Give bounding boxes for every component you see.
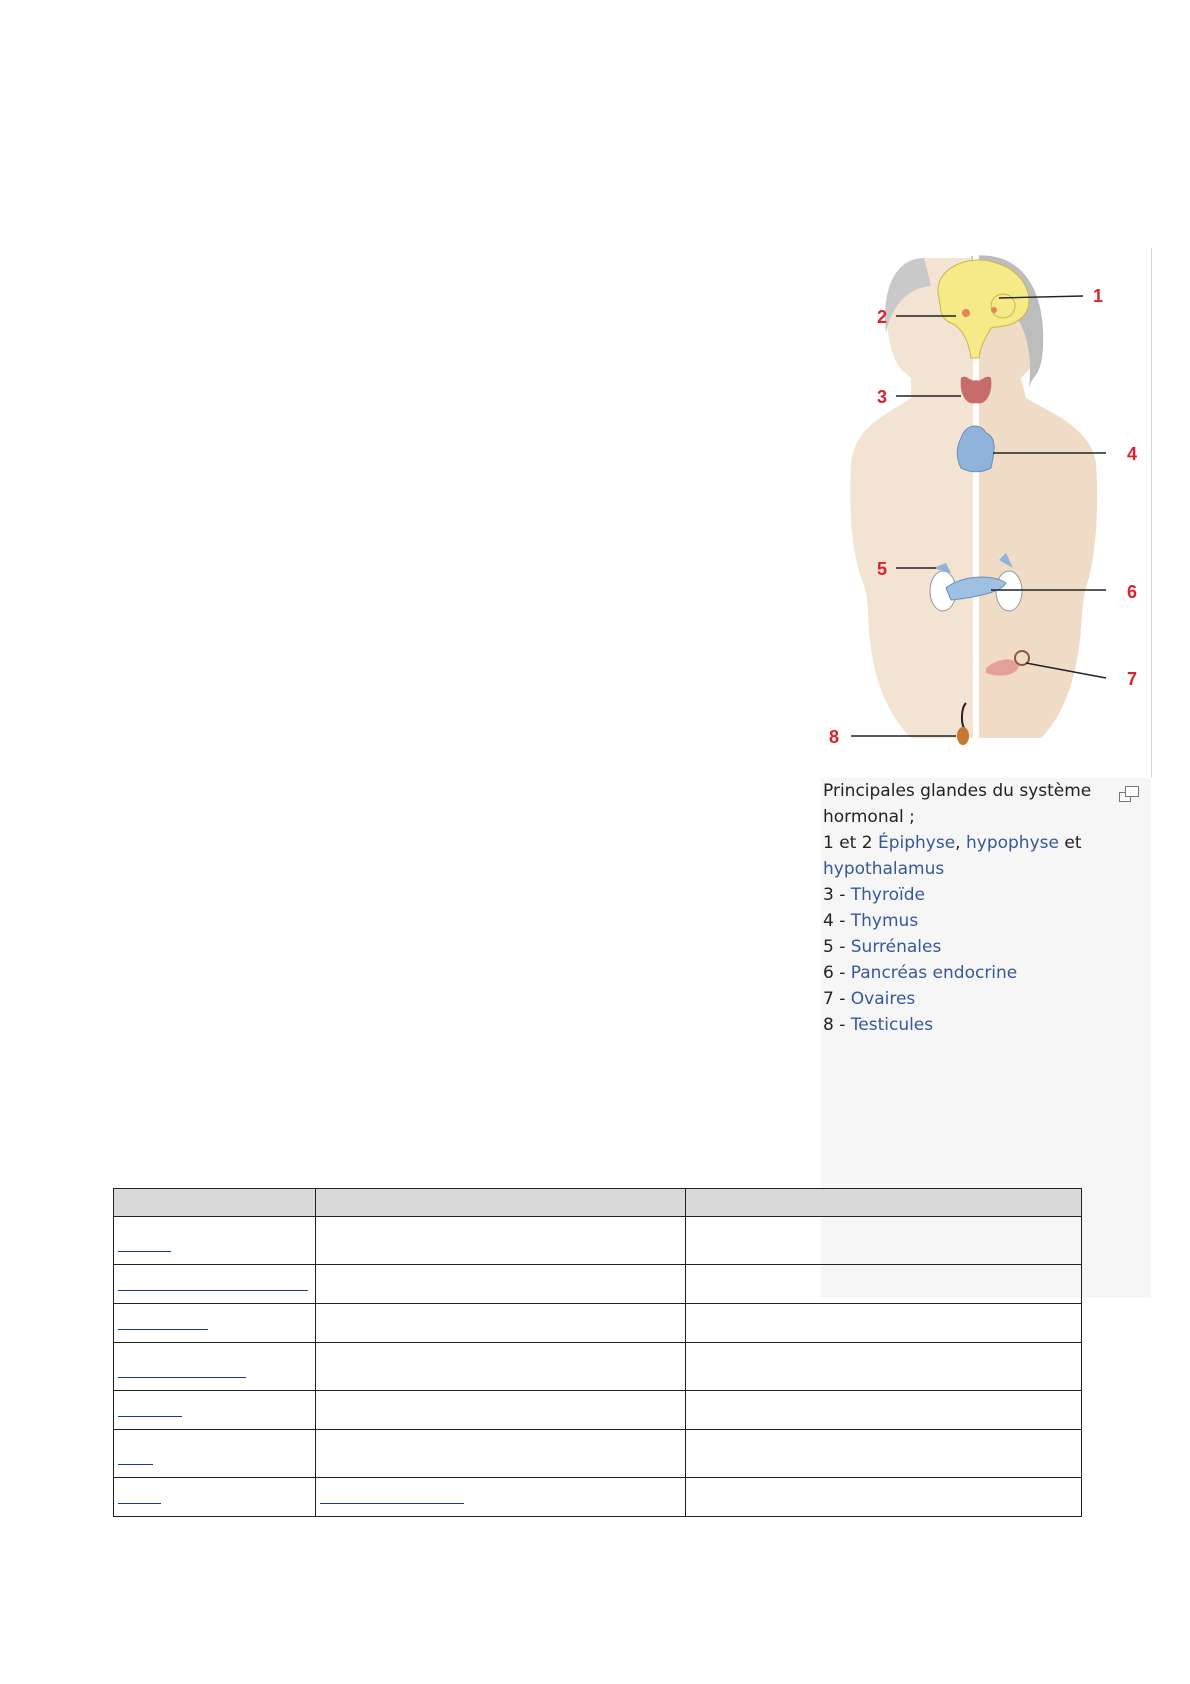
link-surrenales[interactable]: Surrénales xyxy=(850,937,942,957)
table-cell xyxy=(686,1217,1082,1265)
table-header-cell xyxy=(686,1189,1082,1217)
link-thyroide[interactable]: Thyroïde xyxy=(850,885,925,905)
caption-item xyxy=(823,908,1147,934)
link-ovaires[interactable]: Ovaires xyxy=(850,989,916,1009)
endocrine-figure xyxy=(821,248,1151,1048)
right-kidney-shape xyxy=(996,571,1022,611)
glands-table xyxy=(113,1188,1082,1517)
caption-prefix: 1 et 2 xyxy=(823,833,878,853)
table-cell xyxy=(114,1391,316,1430)
caption-item xyxy=(823,960,1147,986)
table-cell xyxy=(316,1304,686,1343)
table-row xyxy=(114,1304,1082,1343)
human-body-diagram xyxy=(821,248,1151,778)
link-pancreas-endocrine[interactable]: Pancréas endocrine xyxy=(850,963,1018,983)
table-cell xyxy=(114,1265,316,1304)
table-header-cell xyxy=(316,1189,686,1217)
table-cell xyxy=(316,1343,686,1391)
marker-5: 5 xyxy=(877,559,888,579)
table-cell xyxy=(686,1265,1082,1304)
table-cell xyxy=(114,1430,316,1478)
caption-item-prefix: 7 - xyxy=(823,989,851,1009)
caption-line-hypothalamus xyxy=(823,856,1147,882)
table-link[interactable] xyxy=(118,1369,246,1378)
table-cell xyxy=(686,1391,1082,1430)
table-header-row xyxy=(114,1189,1082,1217)
link-hypophyse[interactable]: hypophyse xyxy=(965,833,1059,853)
caption-item-prefix: 3 - xyxy=(823,885,851,905)
table-link[interactable] xyxy=(320,1495,464,1504)
marker-7: 7 xyxy=(1127,669,1138,689)
caption-item-prefix: 6 - xyxy=(823,963,851,983)
table-link[interactable] xyxy=(118,1408,182,1417)
caption-item xyxy=(823,986,1147,1012)
marker-4: 4 xyxy=(1127,444,1138,464)
caption-item-prefix: 8 - xyxy=(823,1015,851,1035)
enlarge-icon[interactable] xyxy=(1119,786,1141,802)
table-cell xyxy=(316,1217,686,1265)
caption-item xyxy=(823,1012,1147,1038)
table-link[interactable] xyxy=(118,1321,208,1330)
marker-6: 6 xyxy=(1127,582,1138,602)
marker-2: 2 xyxy=(877,307,888,327)
table-cell xyxy=(316,1430,686,1478)
table-link[interactable] xyxy=(118,1282,308,1291)
table-cell xyxy=(114,1217,316,1265)
marker-3: 3 xyxy=(877,387,888,407)
table-row xyxy=(114,1343,1082,1391)
marker-1: 1 xyxy=(1093,286,1104,306)
link-thymus[interactable]: Thymus xyxy=(850,911,919,931)
table-cell xyxy=(316,1391,686,1430)
caption-item xyxy=(823,934,1147,960)
table-row xyxy=(114,1391,1082,1430)
endocrine-diagram-image[interactable] xyxy=(821,248,1152,778)
table-link[interactable] xyxy=(118,1243,171,1252)
caption-suffix: et xyxy=(1058,833,1082,853)
table-cell xyxy=(686,1430,1082,1478)
caption-intro-line2: hormonal ; xyxy=(823,807,915,827)
table-row xyxy=(114,1217,1082,1265)
table-header-cell xyxy=(114,1189,316,1217)
caption-item-prefix: 5 - xyxy=(823,937,851,957)
caption-sep: , xyxy=(955,833,966,853)
table-cell xyxy=(316,1478,686,1517)
table-link[interactable] xyxy=(118,1495,161,1504)
table-cell xyxy=(114,1304,316,1343)
caption-intro-line1: Principales glandes du système xyxy=(823,781,1092,801)
table-row xyxy=(114,1478,1082,1517)
link-hypothalamus[interactable]: hypothalamus xyxy=(823,859,945,879)
table-cell xyxy=(686,1478,1082,1517)
table-cell xyxy=(686,1304,1082,1343)
table-cell xyxy=(686,1343,1082,1391)
table-row xyxy=(114,1265,1082,1304)
table-cell xyxy=(114,1343,316,1391)
link-testicules[interactable]: Testicules xyxy=(850,1015,934,1035)
caption-line-1-2 xyxy=(823,830,1147,856)
table-cell xyxy=(114,1478,316,1517)
link-epiphyse[interactable]: Épiphyse xyxy=(877,833,956,853)
caption-item-prefix: 4 - xyxy=(823,911,851,931)
caption-item xyxy=(823,882,1147,908)
table-cell xyxy=(316,1265,686,1304)
table-row xyxy=(114,1430,1082,1478)
marker-8: 8 xyxy=(829,727,840,747)
table-link[interactable] xyxy=(118,1456,153,1465)
